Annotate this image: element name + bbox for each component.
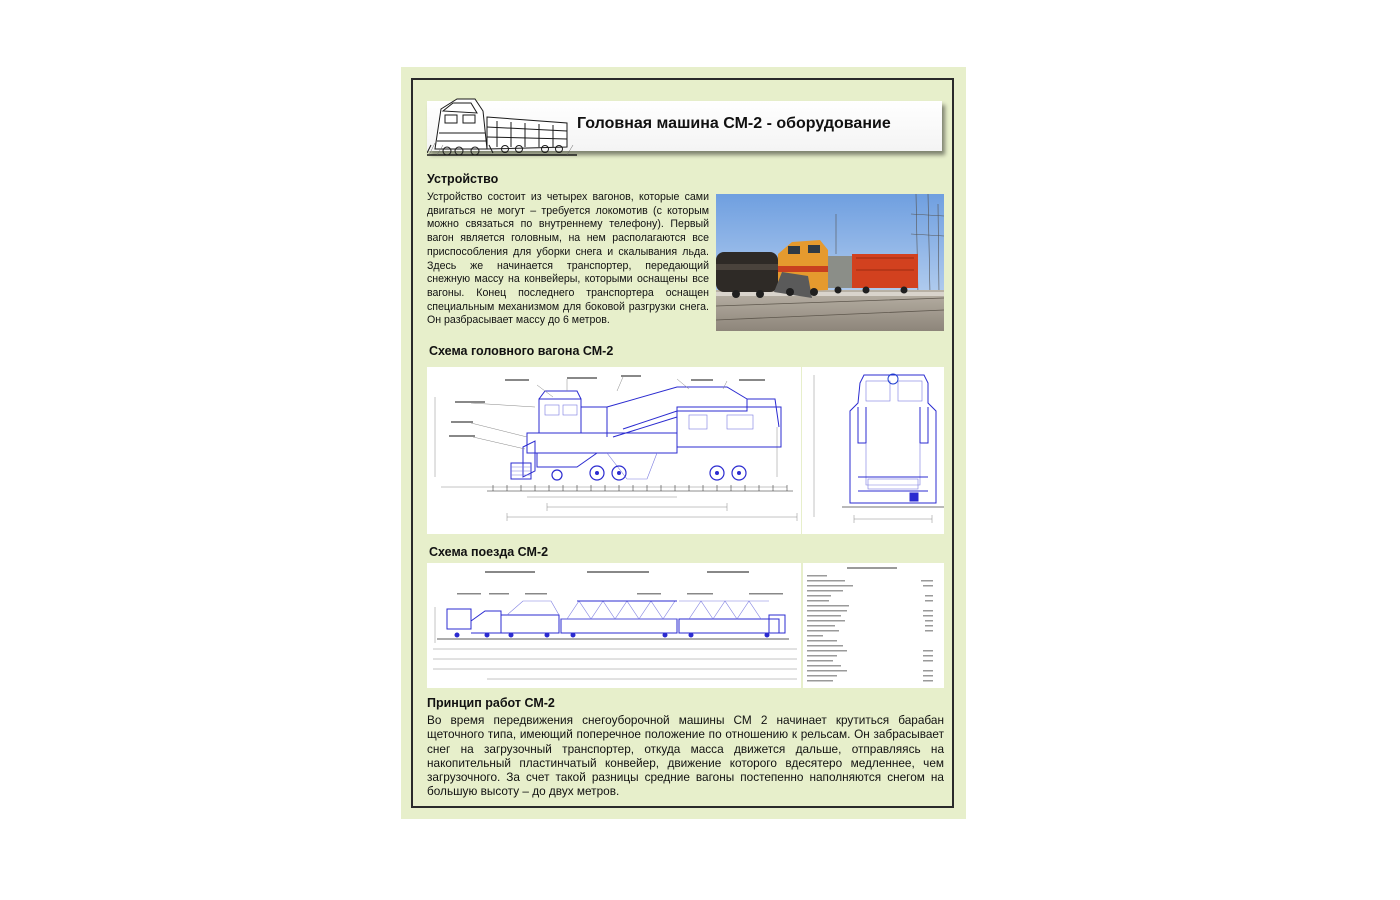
device-description: Устройство состоит из четырех вагонов, которые сами двигаться не могут – требуется локомотив (с которым можно связаться по внутреннему телефону). Первый вагон является головным, на нем располагаются все приспособления для уборки снега и скалывания льда. Здесь же начинается транспортер, передающий снежную массу на конвейеры, которыми оснащены все вагоны. Конец последнего транспортера оснащен специальным механизмом для боковой разгрузки снега. Он разбрасывает массу до 6 метров. <box>427 191 709 327</box>
title-banner <box>427 101 942 151</box>
head-car-front-view <box>802 367 944 534</box>
train-side-view <box>427 563 801 688</box>
device-heading: Устройство <box>427 172 499 186</box>
snow-train-photo <box>716 194 944 331</box>
train-heading: Схема поезда СМ-2 <box>429 545 549 559</box>
principle-description: Во время передвижения снегоуборочной машины СМ 2 начинает крутиться барабан щеточного типа, имеющий поперечное положение по отношению к рельсам. Он забрасывает снег на загрузочный транспортер, откуда масса движется дальше, отправляясь на накопительный пластинчатый конвейер, движение которого вдесятеро медленнее, чем загрузочного. За счет такой разницы средние вагоны постепенно наполняются снегом на большую высоту – до двух метров. <box>427 713 944 799</box>
poster <box>401 67 966 819</box>
locomotive-sketch-icon <box>427 87 577 159</box>
principle-heading: Принцип работ СМ-2 <box>427 696 555 710</box>
poster-title: Головная машина СМ-2 - оборудование <box>577 115 891 132</box>
train-specifications-table <box>803 563 944 688</box>
head-car-heading: Схема головного вагона СМ-2 <box>429 344 614 358</box>
head-car-side-view <box>427 367 801 534</box>
